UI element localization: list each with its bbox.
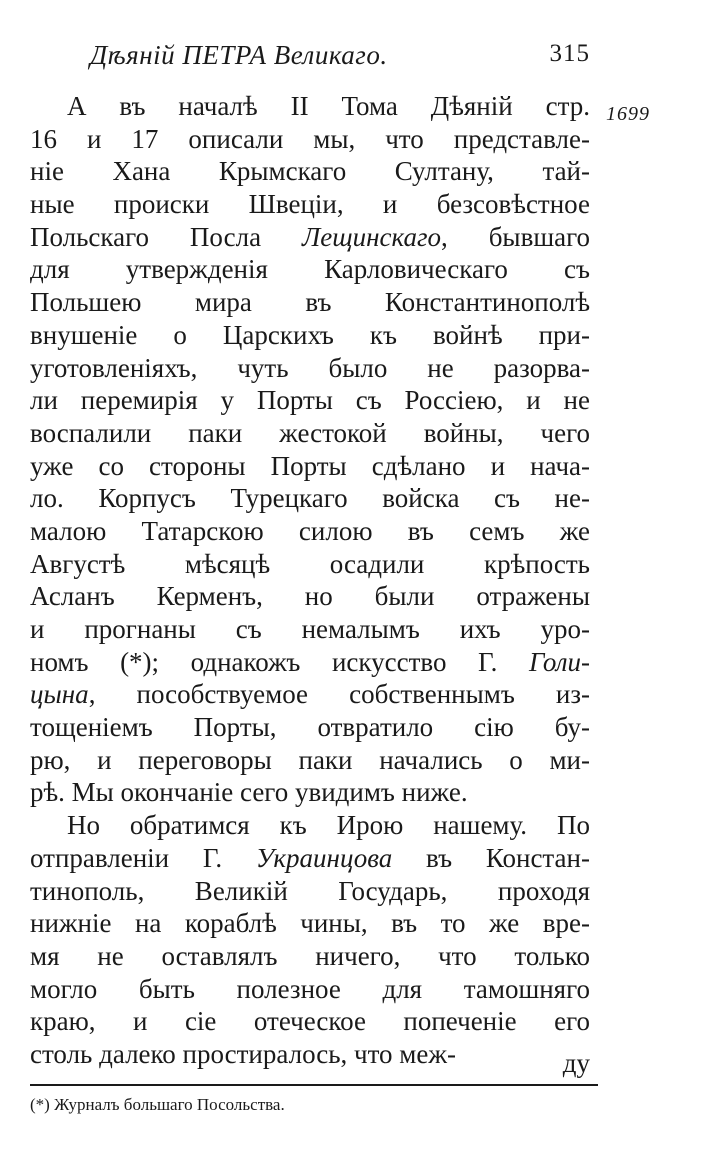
text-line — [30, 678, 590, 711]
text-line — [30, 1005, 590, 1038]
italic-name: Украинцова — [255, 842, 393, 873]
text-line — [30, 613, 590, 646]
text-line — [30, 580, 590, 613]
footnote-rule — [30, 1084, 598, 1086]
text-segment: въ Констан- — [392, 842, 590, 873]
text-segment: малою Татарскою силою въ семъ же — [30, 515, 590, 546]
text-line — [30, 646, 590, 679]
text-segment: , пособствуемое собственнымъ из- — [88, 679, 590, 710]
text-line — [30, 188, 590, 221]
text-segment: 16 и 17 описали мы, что представле- — [30, 123, 590, 154]
text-segment: А въ началѣ II Тома Дѣяній стр. — [67, 91, 590, 121]
body-text — [30, 90, 590, 1071]
text-segment: отправленіи Г. — [30, 842, 256, 873]
text-segment: , бывшаго — [441, 221, 590, 252]
text-line — [30, 286, 590, 319]
text-line — [30, 90, 590, 123]
text-segment: Польскаго Посла — [30, 221, 302, 252]
catchword: ду — [562, 1048, 590, 1078]
text-segment: Но обратимся къ Ирою нашему. По — [67, 810, 590, 841]
text-line — [30, 711, 590, 744]
text-line — [30, 973, 590, 1006]
text-line — [30, 352, 590, 385]
text-line — [30, 842, 590, 875]
text-line — [30, 515, 590, 548]
text-line — [30, 744, 590, 777]
text-segment: ніе Хана Крымскаго Султану, тай- — [30, 156, 590, 187]
text-segment: ло. Корпусъ Турецкаго войска съ не- — [30, 483, 590, 514]
text-line — [30, 253, 590, 286]
text-segment: номъ (*); однакожъ искусство Г. — [30, 646, 529, 677]
text-line — [30, 548, 590, 581]
text-segment: уготовленіяхъ, чуть было не разорва- — [30, 352, 590, 383]
page-number: 315 — [549, 40, 590, 67]
text-segment: уже со стороны Порты сдѣлано и нача- — [30, 450, 590, 481]
text-segment: ныe происки Швеціи, и безсовѣстное — [30, 189, 590, 220]
text-segment: Августѣ мѣсяцѣ осадили крѣпость — [30, 548, 590, 579]
text-segment: мя не оставлялъ ничего, что только — [30, 940, 590, 971]
margin-year-note: 1699 — [606, 103, 650, 125]
italic-name: цына — [30, 679, 89, 710]
running-head-title: Дѣяній ПЕТРА Великаго. — [90, 40, 388, 70]
text-line — [30, 450, 590, 483]
text-segment: нижніе на кораблѣ чины, въ то же вре- — [30, 908, 590, 939]
footnote: (*) Журналъ большаго Посольства. — [30, 1095, 285, 1114]
text-line — [30, 417, 590, 450]
text-segment: воспалили паки жестокой войны, чего — [30, 417, 590, 448]
text-segment: рѣ. Мы окончаніе сего увидимъ ниже. — [30, 777, 468, 808]
text-line — [30, 809, 590, 842]
italic-name: Голи- — [528, 646, 590, 677]
text-segment: и прогнаны съ немалымъ ихъ уро- — [30, 614, 590, 644]
text-line — [30, 940, 590, 973]
text-segment: краю, и сіе отеческое попеченіе его — [30, 1006, 590, 1037]
text-line — [30, 1038, 590, 1071]
italic-name: Лещинскаго — [301, 221, 442, 252]
text-segment: тинополь, Великій Государь, проходя — [30, 875, 590, 906]
text-line — [30, 907, 590, 940]
text-segment: внушеніе о Царскихъ къ войнѣ при- — [30, 319, 590, 350]
text-segment: рю, и переговоры паки начались о ми- — [30, 744, 590, 775]
text-segment: Асланъ Керменъ, но были отражены — [30, 581, 590, 612]
text-segment: Польшею мира въ Константинополѣ — [30, 287, 590, 318]
text-segment: для утвержденія Карловическаго съ — [30, 254, 590, 285]
text-line — [30, 221, 590, 254]
text-line — [30, 155, 590, 188]
running-head — [90, 40, 590, 76]
text-line — [30, 482, 590, 515]
text-segment: ли перемирія у Порты съ Россіею, и не — [30, 385, 590, 416]
text-line — [30, 875, 590, 908]
text-segment: тощеніемъ Порты, отвратило сію бу- — [30, 712, 590, 743]
text-line — [30, 776, 590, 809]
text-segment: столь далеко простиралось, что меж- — [30, 1038, 457, 1069]
text-line — [30, 123, 590, 156]
text-segment: могло быть полезное для тамошняго — [30, 973, 590, 1004]
text-line — [30, 384, 590, 417]
text-line — [30, 319, 590, 352]
